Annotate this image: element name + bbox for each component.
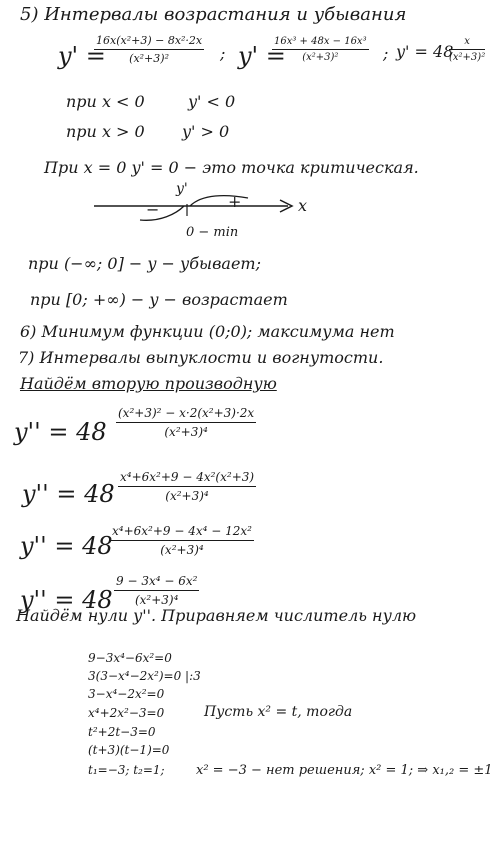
derivative-3-denominator: (x²+3)² [449,52,486,63]
derivative-3-lhs: y' = 48 [396,42,454,61]
second-derivative-4-lhs: y'' = 48 [20,586,113,614]
derivative-3-numerator: x [449,36,485,50]
sign-chart-x-label: x [298,196,308,215]
second-derivative-1-lhs: y'' = 48 [14,418,107,446]
second-derivative-3-lhs: y'' = 48 [20,532,113,560]
section-7-heading: 7) Интервалы выпуклости и вогнутости. [18,348,384,367]
equation-line: 3(3−x⁴−2x²)=0 |:3 [88,669,201,683]
sign-chart-plus: + [228,192,242,211]
second-derivative-4-fraction [114,574,199,607]
section-5-heading: 5) Интервалы возрастания и убывания [20,4,407,25]
second-derivative-1-fraction [116,406,256,439]
derivative-2-numerator: 16x³ + 48x − 16x³ [272,36,369,50]
second-derivative-2-lhs: y'' = 48 [22,480,115,508]
separator-1: ; [220,44,226,63]
equation-line: 3−x⁴−2x²=0 [88,687,165,701]
equation-line: t²+2t−3=0 [88,725,156,739]
substitution-note: Пусть x² = t, тогда [204,704,353,720]
derivative-1-lhs: y' = [58,42,106,70]
second-derivative-2-denominator: (x²+3)⁴ [165,489,209,503]
second-derivative-2-numerator: x⁴+6x²+9 − 4x²(x²+3) [118,470,256,487]
second-derivative-4-denominator: (x²+3)⁴ [134,593,179,607]
condition-negative-result: y' < 0 [188,92,236,111]
final-answer: x² = −3 − нет решения; x² = 1; ⇒ x₁,₂ = ±1 [196,763,493,778]
second-derivative-2-fraction [118,470,256,503]
equation-line: 9−3x⁴−6x²=0 [88,651,172,665]
second-derivative-1-numerator: (x²+3)² − x·2(x²+3)·2x [116,406,256,423]
increasing-interval: при [0; +∞) − y − возрастает [30,290,288,309]
condition-positive: при x > 0 [66,122,145,141]
equation-line: x⁴+2x²−3=0 [88,706,165,720]
equation-line: t₁=−3; t₂=1; [88,763,165,777]
decreasing-interval: при (−∞; 0] − y − убывает; [28,254,261,273]
separator-2: ; [383,44,389,63]
sign-chart-minus: − [146,200,160,219]
derivative-1-denominator: (x²+3)² [129,52,169,65]
condition-negative: при x < 0 [66,92,145,111]
second-derivative-3-denominator: (x²+3)⁴ [160,543,204,557]
zeros-heading: Найдём нули y''. Приравняем числитель нулю [16,606,417,625]
second-derivative-1-denominator: (x²+3)⁴ [164,425,208,439]
second-derivative-3-fraction [110,524,254,557]
critical-point-text: При x = 0 y' = 0 − это точка критическая. [44,158,419,177]
second-derivative-4-numerator: 9 − 3x⁴ − 6x² [114,574,199,591]
condition-positive-result: y' > 0 [182,122,230,141]
sign-chart-zero-label: 0 − min [186,225,239,240]
derivative-2-denominator: (x²+3)² [302,52,339,63]
second-derivative-subheading: Найдём вторую производную [20,374,277,393]
sign-chart-derivative-label: y' [176,181,188,197]
derivative-2-lhs: y' = [238,42,286,70]
second-derivative-3-numerator: x⁴+6x²+9 − 4x⁴ − 12x² [110,524,254,541]
section-6-text: 6) Минимум функции (0;0); максимума нет [20,322,395,341]
derivative-1-numerator: 16x(x²+3) − 8x²·2x [94,34,204,50]
equation-line: (t+3)(t−1)=0 [88,743,170,757]
